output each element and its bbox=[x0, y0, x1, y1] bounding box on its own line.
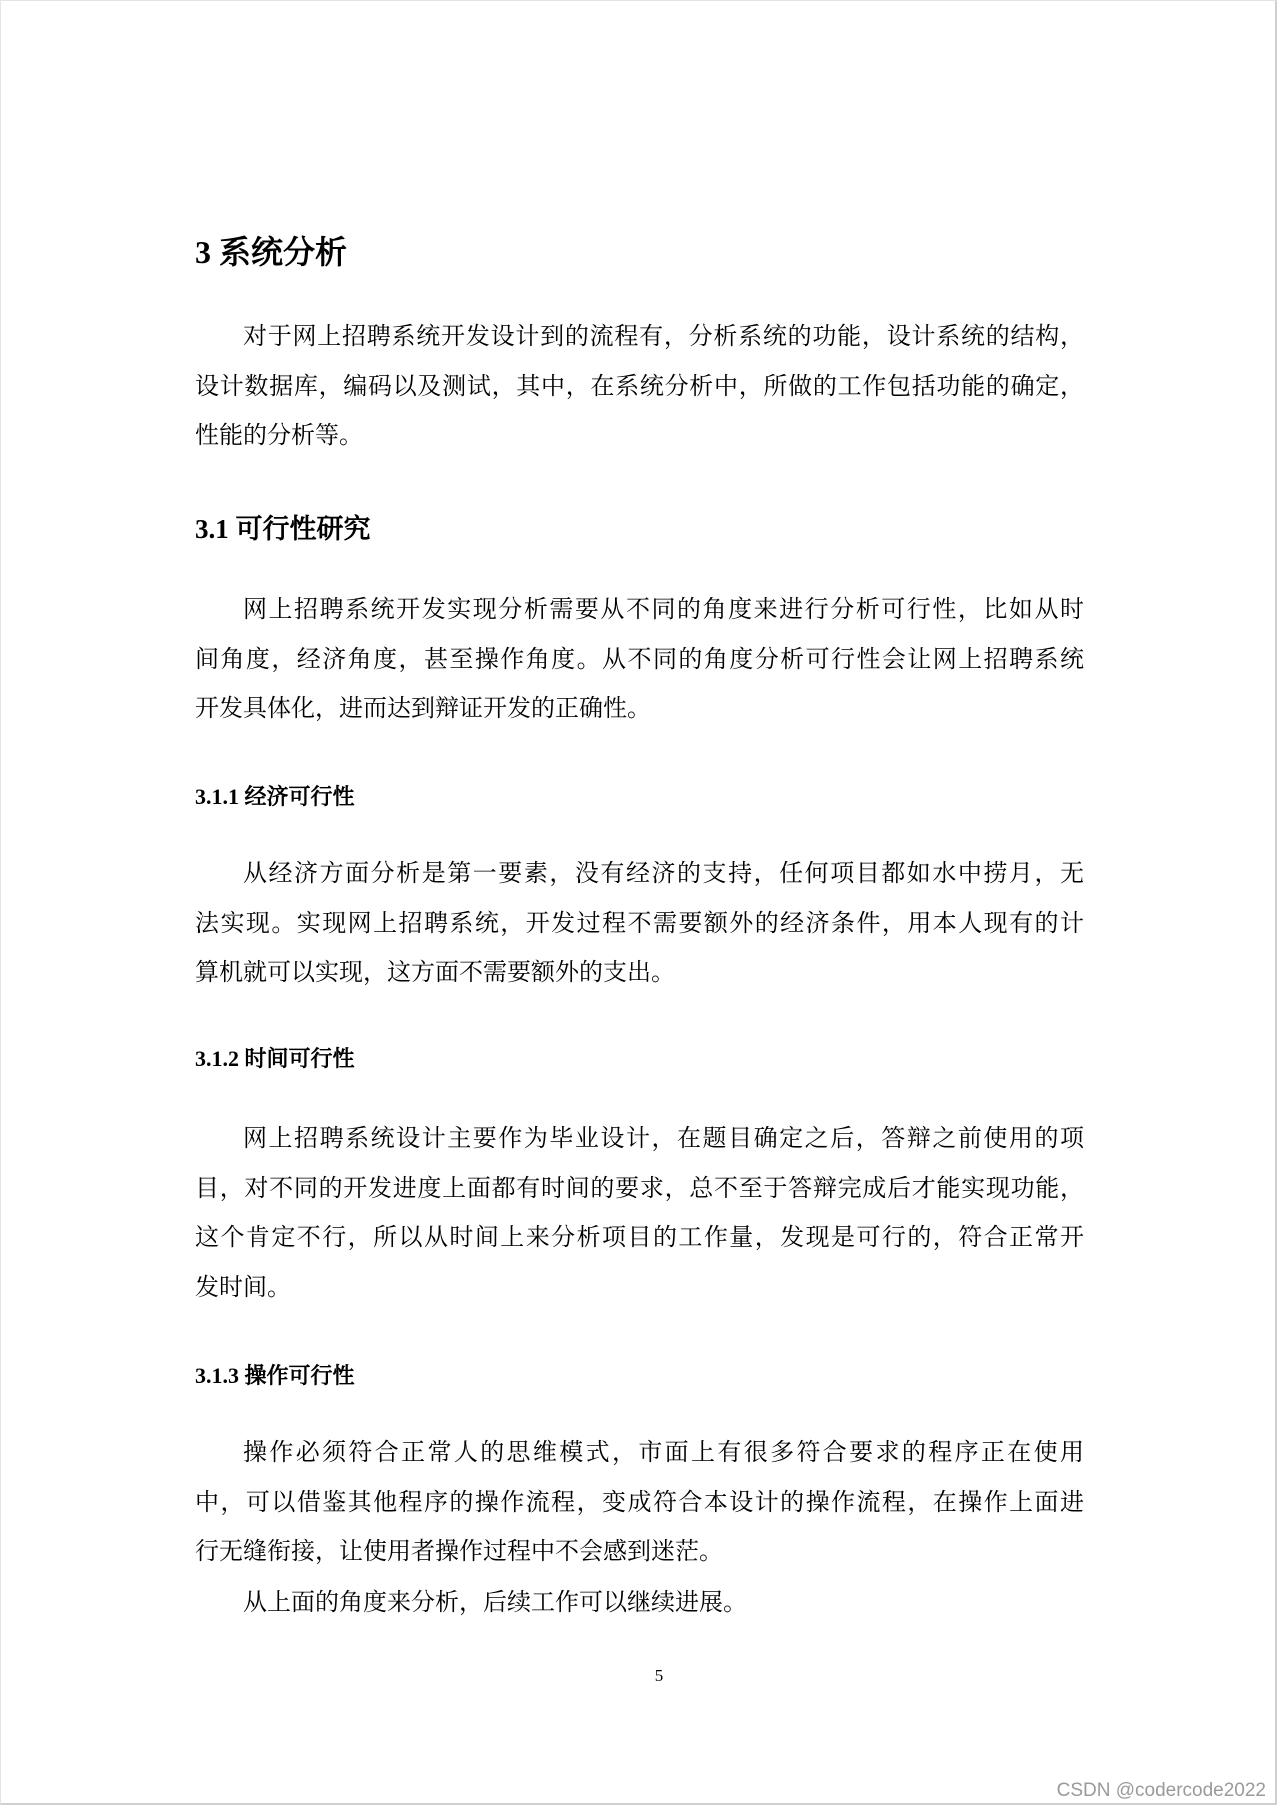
subsection-heading-economic: 3.1.1 经济可行性 bbox=[195, 784, 355, 809]
text-line: 开发具体化，进而达到辩证开发的正确性。 bbox=[195, 696, 651, 723]
text-line: 算机就可以实现，这方面不需要额外的支出。 bbox=[195, 960, 675, 987]
economic-paragraph bbox=[195, 850, 1084, 999]
text-line: 行无缝衔接，让使用者操作过程中不会感到迷茫。 bbox=[195, 1539, 723, 1566]
conclusion-paragraph bbox=[195, 1579, 1084, 1629]
text-line: 从上面的角度来分析，后续工作可以继续进展。 bbox=[243, 1590, 747, 1616]
text-line: 对于网上招聘系统开发设计到的流程有，分析系统的功能，设计系统的结构， bbox=[243, 324, 1084, 350]
text-line: 目，对不同的开发进度上面都有时间的要求，总不至于答辩完成后才能实现功能， bbox=[195, 1175, 1084, 1202]
text-line: 操作必须符合正常人的思维模式，市面上有很多符合要求的程序正在使用 bbox=[243, 1440, 1084, 1466]
operation-paragraph bbox=[195, 1429, 1084, 1578]
text-line: 网上招聘系统设计主要作为毕业设计，在题目确定之后，答辩之前使用的项 bbox=[243, 1126, 1084, 1152]
intro-paragraph bbox=[195, 313, 1084, 462]
text-line: 设计数据库，编码以及测试，其中，在系统分析中，所做的工作包括功能的确定， bbox=[195, 373, 1084, 400]
text-line: 间角度，经济角度，甚至操作角度。从不同的角度分析可行性会让网上招聘系统 bbox=[195, 646, 1084, 673]
text-line: 从经济方面分析是第一要素，没有经济的支持，任何项目都如水中捞月，无 bbox=[243, 861, 1084, 887]
text-line: 这个肯定不行，所以从时间上来分析项目的工作量，发现是可行的，符合正常开 bbox=[195, 1225, 1084, 1252]
page-number: 5 bbox=[654, 1666, 664, 1685]
section-heading-feasibility: 3.1 可行性研究 bbox=[195, 514, 371, 544]
text-line: 性能的分析等。 bbox=[195, 423, 363, 450]
text-line: 发时间。 bbox=[195, 1274, 291, 1301]
time-paragraph bbox=[195, 1115, 1084, 1313]
subsection-heading-operation: 3.1.3 操作可行性 bbox=[195, 1363, 355, 1388]
chapter-heading: 3 系统分析 bbox=[195, 234, 348, 270]
text-line: 法实现。实现网上招聘系统，开发过程不需要额外的经济条件，用本人现有的计 bbox=[195, 910, 1084, 937]
text-line: 网上招聘系统开发实现分析需要从不同的角度来进行分析可行性，比如从时 bbox=[243, 597, 1084, 623]
watermark: CSDN @codercode2022 bbox=[1056, 1780, 1266, 1801]
subsection-heading-time: 3.1.2 时间可行性 bbox=[195, 1046, 355, 1071]
feasibility-paragraph bbox=[195, 586, 1084, 735]
text-line: 中，可以借鉴其他程序的操作流程，变成符合本设计的操作流程，在操作上面进 bbox=[195, 1489, 1084, 1516]
